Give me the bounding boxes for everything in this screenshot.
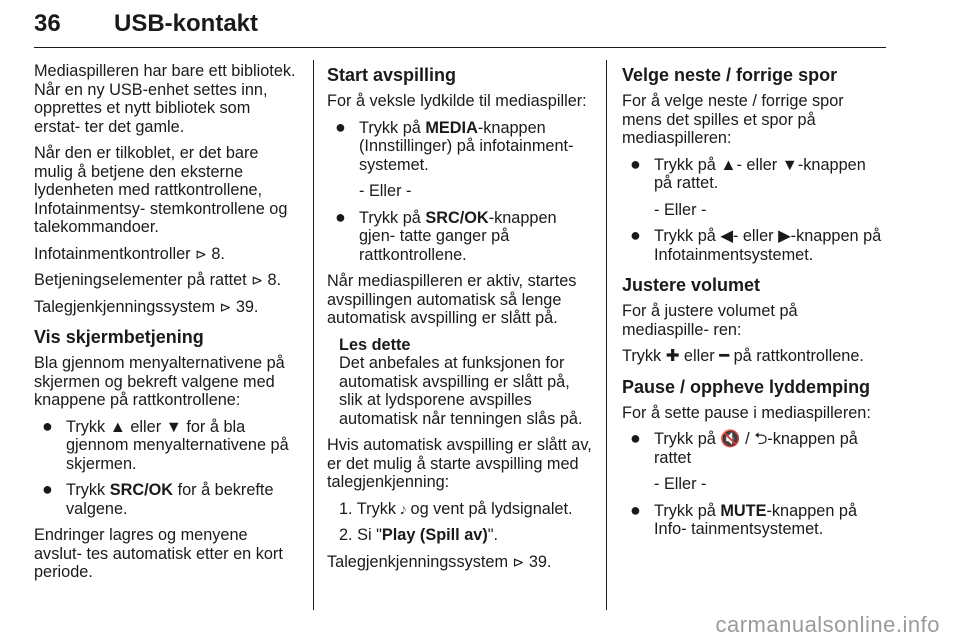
alternative-separator: - Eller -	[359, 182, 412, 200]
bullet-icon: ●	[630, 153, 641, 174]
down-arrow-icon: ▼	[165, 417, 182, 436]
column-divider-2	[606, 60, 607, 610]
watermark: carmanualsonline.info	[715, 612, 940, 637]
paragraph: Hvis automatisk avspilling er slått av, er det mulig å starte avspilling med talegjenkjenning:	[327, 436, 592, 491]
paragraph: Trykk ✚ eller ━ på rattkontrollene.	[622, 347, 864, 365]
list-item: ● Trykk på ◀- eller ▶-knappen på Infotainmentsystemet.	[630, 225, 882, 264]
up-arrow-icon: ▲	[720, 155, 737, 174]
paragraph: Mediaspilleren har bare ett bibliotek. Når en ny USB-enhet settes inn, opprettes et nytt bibliotek som erstat‐ ter det gamle.	[34, 62, 296, 136]
alternative-separator: - Eller -	[654, 200, 707, 219]
note-box	[327, 336, 595, 429]
reference-arrow-icon: ⊳	[512, 553, 525, 570]
left-arrow-icon: ◀	[720, 227, 733, 245]
right-arrow-icon: ▶	[778, 227, 791, 245]
paragraph: For å veksle lydkilde til mediaspiller:	[327, 92, 587, 110]
numbered-step: 2. Si "Play (Spill av)".	[339, 526, 499, 544]
section-heading: Vis skjermbetjening	[34, 327, 204, 347]
list-item: ● Trykk på 🔇 / ⮌-knappen på rattet	[630, 428, 858, 467]
bullet-icon: ●	[335, 206, 346, 227]
list-item: ● Trykk på MEDIA-knappen (Innstillinger) på infotainment‐ systemet.	[335, 116, 574, 174]
paragraph: Når den er tilkoblet, er det bare mulig å betjene den eksterne lydenheten med rattkontrollene, Infotainmentsy‐ stemkontrollene og talekommandoer.	[34, 144, 288, 236]
bullet-icon: ●	[630, 428, 641, 448]
list-item: ● Trykk ▲ eller ▼ for å bla gjennom menyalternativene på skjermen.	[42, 415, 289, 473]
up-arrow-icon: ▲	[109, 417, 126, 436]
list-item: ● Trykk på SRC/OK-knappen gjen‐ tatte ganger på rattkontrollene.	[335, 206, 557, 264]
mute-icon: 🔇	[720, 430, 741, 448]
paragraph: For å sette pause i mediaspilleren:	[622, 403, 871, 422]
reference-arrow-icon: ⊳	[195, 245, 207, 262]
bullet-icon: ●	[630, 225, 641, 245]
section-heading: Justere volumet	[622, 275, 761, 295]
alternative-separator: - Eller -	[654, 475, 707, 493]
page-title: USB-kontakt	[114, 10, 259, 37]
reference-arrow-icon: ⊳	[219, 298, 232, 315]
bullet-icon: ●	[42, 415, 53, 436]
paragraph: Bla gjennom menyalternativene på skjermen og bekreft valgene med knappene på rattkontrollene:	[34, 354, 285, 409]
page-number: 36	[34, 10, 61, 37]
paragraph: For å justere volumet på mediaspille‐ ren:	[622, 302, 798, 339]
bullet-icon: ●	[42, 479, 53, 499]
header-rule	[34, 47, 886, 48]
column-3	[622, 62, 888, 547]
column-divider-1	[313, 60, 314, 610]
bullet-icon: ●	[630, 499, 641, 520]
list-item: ● Trykk på ▲- eller ▼-knappen på rattet.	[630, 153, 866, 192]
down-arrow-icon: ▼	[781, 155, 798, 174]
plus-icon: ✚	[665, 347, 680, 365]
cross-reference[interactable]: Infotainmentkontroller ⊳ 8.	[34, 244, 225, 263]
bullet-icon: ●	[335, 116, 346, 137]
numbered-step: 1. Trykk 𝆕 og vent på lydsignalet.	[339, 499, 573, 518]
note-title: Les dette	[339, 335, 411, 354]
back-icon: ⮌	[754, 430, 768, 448]
section-heading: Velge neste / forrige spor	[622, 65, 838, 85]
voice-icon: 𝆕	[400, 499, 406, 518]
section-heading: Start avspilling	[327, 65, 457, 85]
cross-reference[interactable]: Talegjenkjenningssystem ⊳ 39.	[34, 297, 259, 316]
note-text: Det anbefales at funksjonen for automatisk avspilling er slått på, slik at lydsporene avspilles automatisk når tenningen slås på.	[339, 354, 583, 428]
list-item: ● Trykk SRC/OK for å bekrefte valgene.	[42, 479, 274, 518]
paragraph: For å velge neste / forrige spor mens det spilles et spor på mediaspilleren:	[622, 92, 844, 147]
cross-reference[interactable]: Betjeningselementer på rattet ⊳ 8.	[34, 271, 282, 289]
paragraph: Endringer lagres og menyene avslut‐ tes automatisk etter en kort periode.	[34, 526, 283, 581]
paragraph: Når mediaspilleren er aktiv, startes avspillingen automatisk så lenge automatisk avspilling er slått på.	[327, 272, 577, 327]
section-heading: Pause / oppheve lyddemping	[622, 376, 871, 397]
minus-icon: ━	[719, 347, 730, 365]
page-header	[34, 10, 886, 48]
column-2	[327, 62, 595, 579]
list-item: ● Trykk på MUTE-knappen på Info‐ tainmentsystemet.	[630, 499, 858, 538]
column-1	[34, 62, 300, 590]
reference-arrow-icon: ⊳	[251, 272, 263, 288]
cross-reference[interactable]: Talegjenkjenningssystem ⊳ 39.	[327, 552, 552, 571]
